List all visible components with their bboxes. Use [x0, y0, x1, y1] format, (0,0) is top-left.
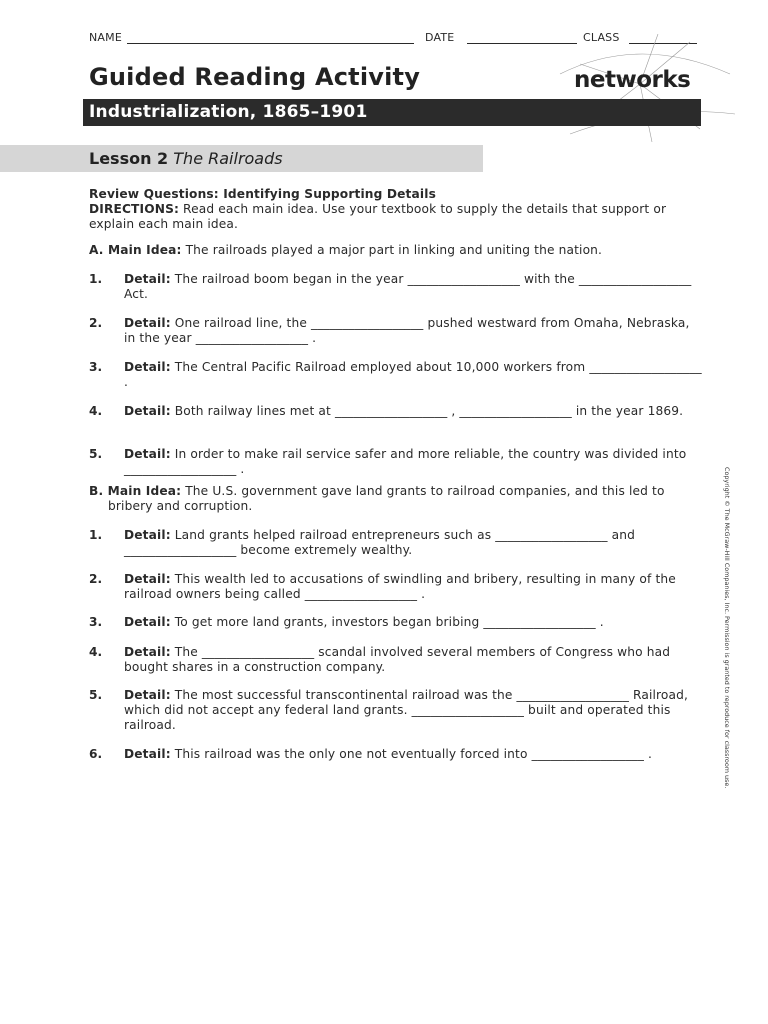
detail-label: Detail:: [124, 747, 171, 761]
detail-a5[interactable]: [124, 447, 702, 477]
name-blank[interactable]: [127, 43, 414, 44]
detail-text: This railroad was the only one not eventually forced into __________________ .: [170, 747, 653, 761]
main-idea-a: [89, 243, 701, 258]
detail-text: This wealth led to accusations of swindling and bribery, resulting in many of the railroad owners being called __________________ .: [124, 572, 676, 601]
detail-text: The most successful transcontinental railroad was the __________________ Railroad, which did not accept any federal land grants. __________________ built and operated this railroad.: [124, 688, 689, 732]
detail-b5-number: 5.: [89, 688, 103, 702]
detail-b1[interactable]: [124, 528, 702, 558]
networks-logo: networks: [574, 67, 691, 93]
detail-b6[interactable]: [124, 747, 702, 762]
detail-b3[interactable]: [124, 615, 702, 630]
main-idea-b-label: B. Main Idea:: [89, 484, 182, 498]
detail-b1-number: 1.: [89, 528, 103, 542]
detail-a5-number: 5.: [89, 447, 103, 461]
main-idea-a-text: The railroads played a major part in linking and uniting the nation.: [181, 243, 603, 257]
detail-label: Detail:: [124, 645, 171, 659]
page-subtitle: Industrialization, 1865–1901: [89, 102, 368, 122]
detail-b2[interactable]: [124, 572, 702, 602]
detail-a2-number: 2.: [89, 316, 103, 330]
detail-a4[interactable]: [124, 404, 702, 419]
detail-b4[interactable]: [124, 645, 702, 675]
detail-label: Detail:: [124, 272, 171, 286]
class-label: CLASS: [583, 31, 620, 44]
detail-text: The Central Pacific Railroad employed about 10,000 workers from __________________ .: [124, 360, 702, 389]
detail-a3[interactable]: [124, 360, 702, 390]
detail-a3-number: 3.: [89, 360, 103, 374]
detail-label: Detail:: [124, 316, 171, 330]
detail-text: To get more land grants, investors began bribing __________________ .: [170, 615, 604, 629]
detail-a4-number: 4.: [89, 404, 103, 418]
detail-b2-number: 2.: [89, 572, 103, 586]
detail-text: Land grants helped railroad entrepreneurs such as __________________ and __________________ become extremely wealthy.: [124, 528, 636, 557]
detail-b5[interactable]: [124, 688, 702, 733]
detail-label: Detail:: [124, 528, 171, 542]
detail-label: Detail:: [124, 447, 171, 461]
copyright-notice: Copyright © The McGraw-Hill Companies, Inc. Permission is granted to reproduce for classroom use.: [723, 467, 731, 789]
detail-text: One railroad line, the __________________ pushed westward from Omaha, Nebraska, in the year __________________ .: [124, 316, 690, 345]
date-label: DATE: [425, 31, 455, 44]
main-idea-b: [89, 484, 701, 514]
detail-b4-number: 4.: [89, 645, 103, 659]
lesson-topic: The Railroads: [173, 149, 283, 168]
directions-text: Read each main idea. Use your textbook to supply the details that support or explain each main idea.: [89, 202, 667, 231]
detail-label: Detail:: [124, 688, 171, 702]
review-heading: Review Questions: Identifying Supporting Details: [89, 187, 436, 201]
detail-a1-number: 1.: [89, 272, 103, 286]
page-title: Guided Reading Activity: [89, 63, 421, 91]
detail-label: Detail:: [124, 572, 171, 586]
directions-label: DIRECTIONS:: [89, 202, 180, 216]
detail-b3-number: 3.: [89, 615, 103, 629]
detail-text: Both railway lines met at __________________ , __________________ in the year 1869.: [170, 404, 684, 418]
main-idea-a-label: A. Main Idea:: [89, 243, 182, 257]
detail-label: Detail:: [124, 615, 171, 629]
detail-text: The __________________ scandal involved several members of Congress who had bought shares in a construction company.: [124, 645, 671, 674]
detail-text: The railroad boom began in the year __________________ with the __________________ Act.: [124, 272, 692, 301]
detail-a1[interactable]: [124, 272, 702, 302]
detail-a2[interactable]: [124, 316, 702, 346]
detail-label: Detail:: [124, 360, 171, 374]
name-label: NAME: [89, 31, 122, 44]
detail-text: In order to make rail service safer and more reliable, the country was divided into __________________ .: [124, 447, 687, 476]
detail-b6-number: 6.: [89, 747, 103, 761]
directions: [89, 202, 701, 232]
lesson-heading: [89, 149, 283, 168]
detail-label: Detail:: [124, 404, 171, 418]
main-idea-b-text: The U.S. government gave land grants to railroad companies, and this led to bribery and corruption.: [108, 484, 665, 513]
lesson-number: Lesson 2: [89, 149, 169, 168]
